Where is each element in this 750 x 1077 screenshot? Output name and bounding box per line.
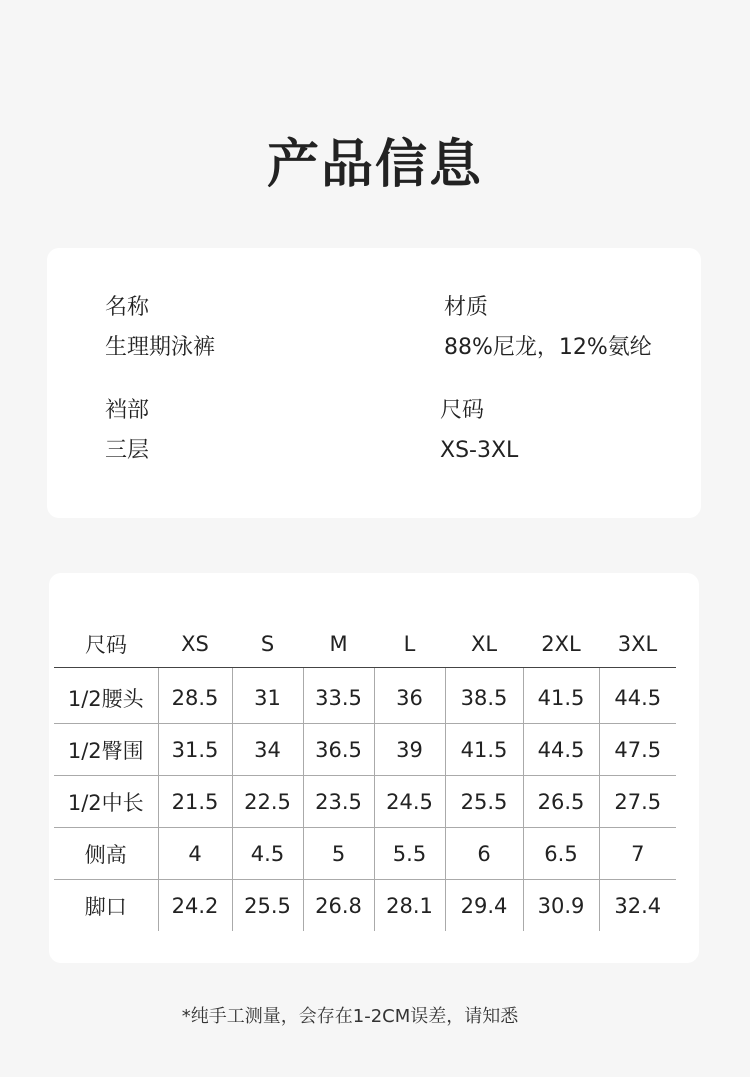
size-value: XS-3XL bbox=[440, 438, 519, 463]
table-cell: 44.5 bbox=[523, 724, 599, 776]
table-cell: 33.5 bbox=[303, 668, 374, 724]
name-label: 名称 bbox=[105, 295, 150, 320]
table-cell: 27.5 bbox=[599, 776, 676, 828]
material-label: 材质 bbox=[444, 295, 489, 320]
row-label: 侧高 bbox=[54, 828, 158, 880]
table-cell: 5 bbox=[303, 828, 374, 880]
table-cell: 30.9 bbox=[523, 880, 599, 932]
table-row bbox=[54, 828, 676, 880]
name-value: 生理期泳裤 bbox=[105, 335, 216, 360]
row-label: 1/2腰头 bbox=[54, 668, 158, 724]
row-label: 1/2臀围 bbox=[54, 724, 158, 776]
crotch-label: 裆部 bbox=[105, 398, 150, 423]
header-l: L bbox=[374, 621, 445, 668]
material-value: 88%尼龙，12%氨纶 bbox=[444, 335, 652, 360]
header-size: 尺码 bbox=[54, 621, 158, 668]
header-xs: XS bbox=[158, 621, 232, 668]
table-cell: 28.5 bbox=[158, 668, 232, 724]
table-cell: 31.5 bbox=[158, 724, 232, 776]
table-row bbox=[54, 776, 676, 828]
info-field-name bbox=[105, 293, 405, 363]
header-m: M bbox=[303, 621, 374, 668]
table-cell: 25.5 bbox=[232, 880, 303, 932]
table-cell: 5.5 bbox=[374, 828, 445, 880]
size-label: 尺码 bbox=[440, 398, 485, 423]
info-field-size bbox=[440, 396, 740, 466]
table-cell: 29.4 bbox=[445, 880, 523, 932]
table-cell: 4 bbox=[158, 828, 232, 880]
header-xl: XL bbox=[445, 621, 523, 668]
header-3xl: 3XL bbox=[599, 621, 676, 668]
table-cell: 41.5 bbox=[445, 724, 523, 776]
size-chart-card bbox=[49, 573, 699, 963]
table-cell: 25.5 bbox=[445, 776, 523, 828]
table-cell: 28.1 bbox=[374, 880, 445, 932]
size-chart-table bbox=[54, 621, 676, 931]
info-field-crotch bbox=[105, 396, 405, 466]
table-cell: 36 bbox=[374, 668, 445, 724]
table-cell: 26.5 bbox=[523, 776, 599, 828]
table-cell: 47.5 bbox=[599, 724, 676, 776]
header-s: S bbox=[232, 621, 303, 668]
table-row bbox=[54, 880, 676, 932]
table-cell: 24.5 bbox=[374, 776, 445, 828]
table-cell: 24.2 bbox=[158, 880, 232, 932]
info-field-material bbox=[444, 293, 744, 363]
table-cell: 6.5 bbox=[523, 828, 599, 880]
measurement-footnote: *纯手工测量，会存在1-2CM误差，请知悉 bbox=[181, 1006, 519, 1027]
table-cell: 22.5 bbox=[232, 776, 303, 828]
table-cell: 4.5 bbox=[232, 828, 303, 880]
product-info-card bbox=[47, 248, 701, 518]
table-cell: 41.5 bbox=[523, 668, 599, 724]
row-label: 1/2中长 bbox=[54, 776, 158, 828]
page-title: 产品信息 bbox=[266, 135, 483, 195]
table-cell: 32.4 bbox=[599, 880, 676, 932]
table-cell: 39 bbox=[374, 724, 445, 776]
table-cell: 31 bbox=[232, 668, 303, 724]
table-cell: 34 bbox=[232, 724, 303, 776]
table-cell: 7 bbox=[599, 828, 676, 880]
row-label: 脚口 bbox=[84, 894, 127, 919]
table-cell: 21.5 bbox=[158, 776, 232, 828]
header-2xl: 2XL bbox=[523, 621, 599, 668]
table-cell: 36.5 bbox=[303, 724, 374, 776]
table-cell: 6 bbox=[445, 828, 523, 880]
table-cell: 38.5 bbox=[445, 668, 523, 724]
table-cell: 44.5 bbox=[599, 668, 676, 724]
crotch-value: 三层 bbox=[105, 438, 150, 463]
table-row bbox=[54, 724, 676, 776]
table-header-row bbox=[54, 621, 676, 668]
table-row bbox=[54, 668, 676, 724]
table-cell: 26.8 bbox=[303, 880, 374, 932]
table-cell: 23.5 bbox=[303, 776, 374, 828]
